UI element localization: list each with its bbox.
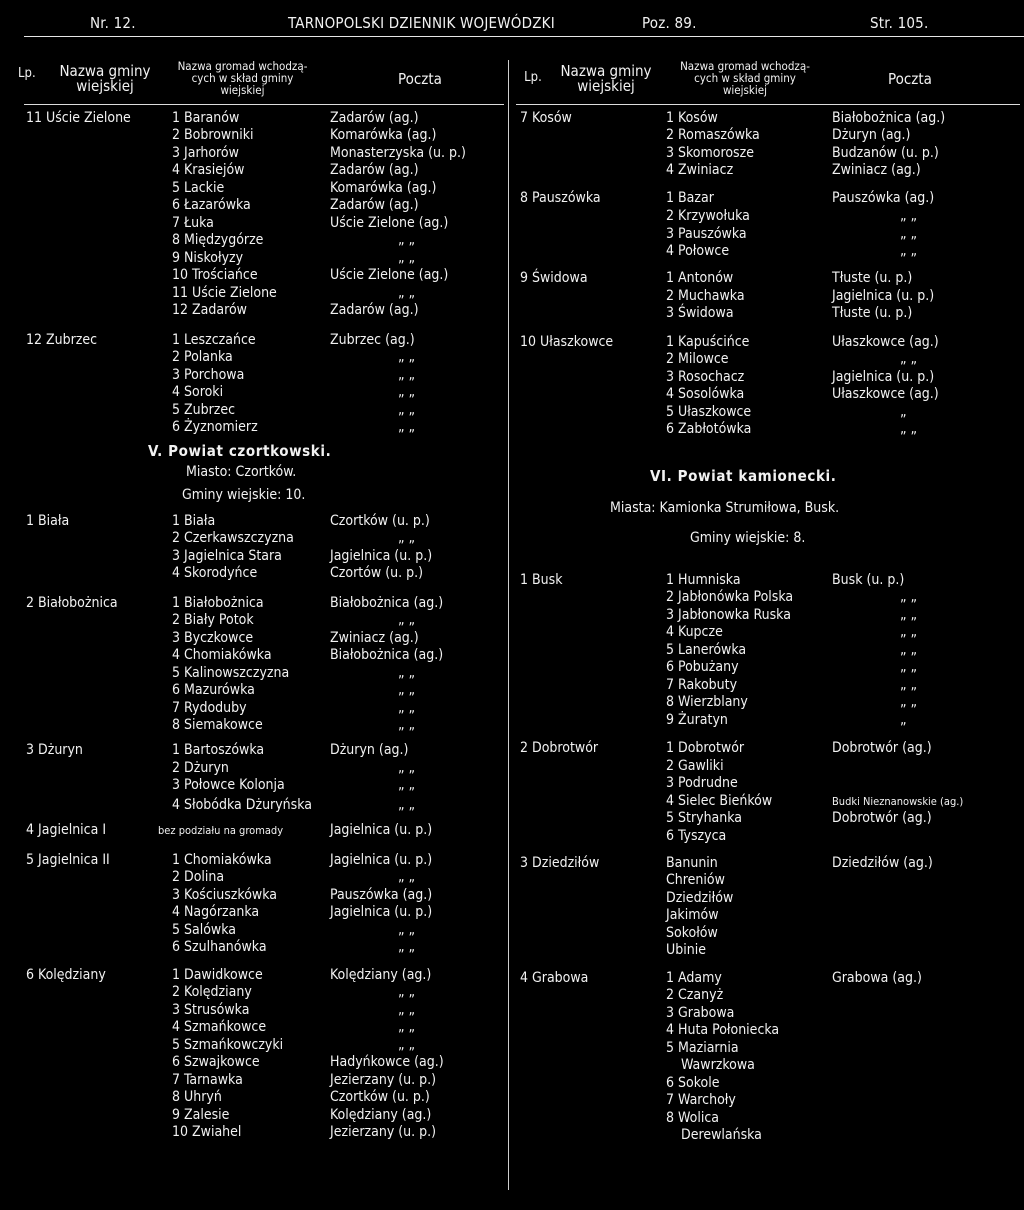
left-gromada-name: 7 Tarnawka — [172, 1072, 243, 1088]
left-gromada-name: 6 Mazurówka — [172, 682, 255, 698]
left-poczta: Czortków (u. p.) — [330, 513, 430, 529]
left-gromada-name: 1 Bartoszówka — [172, 742, 265, 758]
col-gromady-left-line2: cych w skład gminy — [191, 71, 294, 85]
kamionka-towns: Miasta: Kamionka Strumiłowa, Busk. — [610, 500, 840, 516]
left-gromada-name: 6 Szulhanówka — [172, 939, 267, 955]
left-gromada-name: 2 Kolędziany — [172, 984, 252, 1000]
col-poczta-left: Poczta — [398, 70, 442, 88]
left-gromada-name: 5 Salówka — [172, 922, 236, 938]
left-gromada-name: 9 Zalesie — [172, 1107, 230, 1123]
right-gromada-name: 5 Stryhanka — [666, 810, 743, 826]
left-poczta: Monasterzyska (u. p.) — [330, 145, 466, 161]
left-poczta: „ „ — [398, 797, 416, 813]
journal-title: TARNOPOLSKI DZIENNIK WOJEWÓDZKI — [288, 14, 555, 32]
left-poczta: „ „ — [398, 250, 416, 266]
right-poczta: „ „ — [900, 642, 918, 658]
left-gmina-name: 1 Biała — [26, 513, 70, 529]
right-poczta: „ „ — [900, 208, 918, 224]
position-number: Poz. 89. — [642, 14, 697, 32]
right-poczta: „ „ — [900, 589, 918, 605]
left-poczta: „ „ — [398, 939, 416, 955]
left-poczta: Komarówka (ag.) — [330, 180, 437, 196]
right-gromada-name: 2 Romaszówka — [666, 127, 760, 143]
page-header — [0, 14, 1024, 34]
left-gromada-name: 6 Łazarówka — [172, 197, 251, 213]
left-gromada-name: 3 Byczkowce — [172, 630, 254, 646]
right-poczta: „ „ — [900, 659, 918, 675]
left-poczta: „ „ — [398, 1037, 416, 1053]
left-gromada-name: 5 Szmańkowczyki — [172, 1037, 284, 1053]
left-gromada-name: 8 Uhryń — [172, 1089, 222, 1105]
right-gromada-name: 2 Milowce — [666, 351, 729, 367]
left-poczta: Kolędziany (ag.) — [330, 967, 432, 983]
left-poczta: „ „ — [398, 530, 416, 546]
right-gromada-name: 1 Humniska — [666, 572, 741, 588]
left-gmina-name: 12 Zubrzec — [26, 332, 98, 348]
left-poczta: „ „ — [398, 700, 416, 716]
right-gromada-name: 2 Czanyż — [666, 987, 724, 1003]
right-gromada-name: 1 Bazar — [666, 190, 714, 206]
left-poczta: Czortów (u. p.) — [330, 565, 424, 581]
right-gromada-name: 8 Wolica — [666, 1110, 719, 1126]
right-gromada-name: Jakimów — [666, 907, 719, 923]
right-gromada-name: Chreniów — [666, 872, 725, 888]
left-gmina-name: 5 Jagielnica II — [26, 852, 110, 868]
col-gromady-right-line3: wiejskiej — [722, 83, 768, 97]
left-poczta: Jezierzany (u. p.) — [330, 1124, 437, 1140]
right-poczta: Busk (u. p.) — [832, 572, 905, 588]
left-gromada-name: 3 Połowce Kolonja — [172, 777, 285, 793]
left-poczta: „ „ — [398, 717, 416, 733]
right-gromada-name: 2 Gawliki — [666, 758, 724, 774]
left-poczta: „ „ — [398, 665, 416, 681]
left-poczta: Jagielnica (u. p.) — [330, 852, 433, 868]
left-gromada-name: 1 Białobożnica — [172, 595, 264, 611]
right-poczta: Jagielnica (u. p.) — [832, 288, 935, 304]
left-poczta: „ „ — [398, 419, 416, 435]
left-poczta: „ „ — [398, 349, 416, 365]
right-poczta: Tłuste (u. p.) — [832, 305, 913, 321]
left-gromada-name: 4 Chomiakówka — [172, 647, 272, 663]
left-gromada-name: 4 Nagórzanka — [172, 904, 260, 920]
left-poczta: „ „ — [398, 367, 416, 383]
col-gromady-left-line1: Nazwa gromad wchodzą- — [177, 59, 308, 73]
right-poczta: „ „ — [900, 351, 918, 367]
right-poczta: Dziedziłów (ag.) — [832, 855, 933, 871]
left-poczta: „ „ — [398, 777, 416, 793]
left-gmina-name: 4 Jagielnica I — [26, 822, 107, 838]
left-poczta: Komarówka (ag.) — [330, 127, 437, 143]
column-divider — [508, 60, 509, 1190]
left-poczta: Jezierzany (u. p.) — [330, 1072, 437, 1088]
col-gromady-right — [660, 60, 830, 96]
right-poczta: „ — [900, 712, 907, 728]
table-head-rule-left — [24, 104, 504, 105]
right-gmina-name: 2 Dobrotwór — [520, 740, 599, 756]
left-poczta: Jagielnica (u. p.) — [330, 822, 433, 838]
left-poczta: Kolędziany (ag.) — [330, 1107, 432, 1123]
left-poczta: Białobożnica (ag.) — [330, 647, 444, 663]
left-poczta: Pauszówka (ag.) — [330, 887, 433, 903]
col-gmina-right-line2: wiejskiej — [577, 77, 635, 95]
section-title-kamionka: VI. Powiat kamionecki. — [650, 467, 837, 485]
left-gromada-name: 2 Biały Potok — [172, 612, 254, 628]
right-gromada-name: 6 Zabłotówka — [666, 421, 752, 437]
right-poczta: Białobożnica (ag.) — [832, 110, 946, 126]
left-gromada-name: 3 Porchowa — [172, 367, 245, 383]
left-poczta: Jagielnica (u. p.) — [330, 548, 433, 564]
left-gromada-name: 2 Polanka — [172, 349, 233, 365]
right-gromada-name: 1 Kosów — [666, 110, 718, 126]
right-poczta: „ „ — [900, 226, 918, 242]
right-gromada-name: 8 Wierzblany — [666, 694, 748, 710]
right-poczta: Pauszówka (ag.) — [832, 190, 935, 206]
col-gmina-right-line1: Nazwa gminy — [560, 62, 652, 80]
left-gromada-name: 4 Skorodyńce — [172, 565, 258, 581]
right-gromada-name: 6 Pobużany — [666, 659, 739, 675]
col-gmina-left-line1: Nazwa gminy — [59, 62, 151, 80]
right-poczta: Grabowa (ag.) — [832, 970, 922, 986]
right-gromada-name: 4 Zwiniacz — [666, 162, 734, 178]
right-gromada-name: 7 Warchoły — [666, 1092, 736, 1108]
left-gromada-name: 6 Szwajkowce — [172, 1054, 260, 1070]
left-poczta: Zubrzec (ag.) — [330, 332, 415, 348]
right-poczta: Jagielnica (u. p.) — [832, 369, 935, 385]
col-gromady-right-line1: Nazwa gromad wchodzą- — [680, 59, 810, 73]
col-poczta-right: Poczta — [888, 70, 932, 88]
header-rule — [24, 36, 1024, 37]
left-poczta: Zadarów (ag.) — [330, 302, 419, 318]
left-poczta: „ „ — [398, 760, 416, 776]
left-gromada-name: 2 Dżuryn — [172, 760, 229, 776]
col-gromady-left-line3: wiejskiej — [220, 83, 265, 97]
right-gmina-name: 1 Busk — [520, 572, 563, 588]
left-poczta: Czortków (u. p.) — [330, 1089, 430, 1105]
right-gmina-name: 3 Dziedziłów — [520, 855, 600, 871]
left-gromada-name: 3 Jarhorów — [172, 145, 239, 161]
right-gmina-name: 8 Pauszówka — [520, 190, 601, 206]
right-gromada-name: 3 Świdowa — [666, 305, 734, 321]
right-gmina-name: 9 Świdowa — [520, 270, 588, 286]
left-poczta: „ „ — [398, 682, 416, 698]
left-gmina-name: 2 Białobożnica — [26, 595, 118, 611]
right-poczta: „ „ — [900, 421, 918, 437]
right-gromada-name: 4 Sielec Bieńków — [666, 793, 773, 809]
left-poczta: Zwiniacz (ag.) — [330, 630, 419, 646]
left-gmina-name: 6 Kolędziany — [26, 967, 106, 983]
right-gromada-name: Derewlańska — [681, 1127, 762, 1143]
right-gromada-name: 3 Podrudne — [666, 775, 738, 791]
left-poczta: „ „ — [398, 402, 416, 418]
left-gromada-name: 8 Siemakowce — [172, 717, 263, 733]
table-head-rule-right — [516, 104, 1020, 105]
left-gromada-name: 4 Soroki — [172, 384, 224, 400]
right-gmina-name: 10 Ułaszkowce — [520, 334, 614, 350]
left-gromada-name: 4 Szmańkowce — [172, 1019, 267, 1035]
right-poczta: „ „ — [900, 694, 918, 710]
left-gromada-name: 11 Uście Zielone — [172, 285, 277, 301]
left-gromada-name: 9 Niskołyzy — [172, 250, 244, 266]
left-gromada-name: 3 Jagielnica Stara — [172, 548, 282, 564]
right-gromada-name: 3 Grabowa — [666, 1005, 735, 1021]
left-gromada-name: bez podziału na gromady — [158, 824, 284, 837]
right-poczta: „ — [900, 404, 907, 420]
left-gromada-name: 12 Zadarów — [172, 302, 247, 318]
left-gromada-name: 6 Żyznomierz — [172, 419, 258, 435]
right-gromada-name: 1 Antonów — [666, 270, 734, 286]
left-gromada-name: 8 Międzygórze — [172, 232, 264, 248]
left-gromada-name: 1 Chomiakówka — [172, 852, 272, 868]
col-gmina-left-line2: wiejskiej — [76, 77, 134, 95]
right-gromada-name: 7 Rakobuty — [666, 677, 738, 693]
kamionka-gminy: Gminy wiejskie: 8. — [690, 530, 806, 546]
right-poczta: Budzanów (u. p.) — [832, 145, 939, 161]
left-poczta: Zadarów (ag.) — [330, 197, 419, 213]
right-poczta: „ „ — [900, 607, 918, 623]
left-gromada-name: 5 Kalinowszczyzna — [172, 665, 290, 681]
left-poczta: „ „ — [398, 384, 416, 400]
left-poczta: „ „ — [398, 922, 416, 938]
right-gromada-name: 9 Żuratyn — [666, 712, 728, 728]
right-gromada-name: 6 Tyszyca — [666, 828, 727, 844]
left-poczta: „ „ — [398, 612, 416, 628]
left-poczta: Uście Zielone (ag.) — [330, 215, 449, 231]
section-title-czortkow: V. Powiat czortkowski. — [148, 442, 332, 460]
right-poczta: „ „ — [900, 624, 918, 640]
right-gromada-name: 3 Rosochacz — [666, 369, 745, 385]
left-gromada-name: 1 Dawidkowce — [172, 967, 263, 983]
right-gromada-name: 5 Maziarnia — [666, 1040, 739, 1056]
left-poczta: Jagielnica (u. p.) — [330, 904, 433, 920]
right-poczta: Dobrotwór (ag.) — [832, 810, 932, 826]
left-gromada-name: 2 Czerkawszczyzna — [172, 530, 294, 546]
left-gromada-name: 3 Strusówka — [172, 1002, 250, 1018]
right-poczta: Budki Nieznanowskie (ag.) — [832, 795, 964, 808]
right-poczta: Dżuryn (ag.) — [832, 127, 911, 143]
right-poczta: Tłuste (u. p.) — [832, 270, 913, 286]
left-gromada-name: 3 Kościuszkówka — [172, 887, 277, 903]
left-gromada-name: 5 Zubrzec — [172, 402, 236, 418]
right-gromada-name: 4 Sosolówka — [666, 386, 745, 402]
left-gromada-name: 4 Słobódka Dżuryńska — [172, 797, 312, 813]
czortkow-gminy: Gminy wiejskie: 10. — [182, 487, 306, 503]
left-gmina-name: 3 Dżuryn — [26, 742, 83, 758]
right-gromada-name: Banunin — [666, 855, 718, 871]
right-gromada-name: 4 Połowce — [666, 243, 730, 259]
right-gromada-name: 1 Adamy — [666, 970, 722, 986]
left-gromada-name: 2 Dolina — [172, 869, 225, 885]
left-poczta: Uście Zielone (ag.) — [330, 267, 449, 283]
right-gromada-name: 1 Kapuścińce — [666, 334, 750, 350]
right-gromada-name: 5 Lanerówka — [666, 642, 747, 658]
right-gromada-name: 1 Dobrotwór — [666, 740, 745, 756]
right-gromada-name: Dziedziłów — [666, 890, 734, 906]
left-poczta: Zadarów (ag.) — [330, 110, 419, 126]
col-gmina-left — [40, 64, 170, 94]
left-gromada-name: 10 Zwiahel — [172, 1124, 242, 1140]
right-gmina-name: 7 Kosów — [520, 110, 572, 126]
left-gromada-name: 1 Biała — [172, 513, 216, 529]
col-gmina-right — [546, 64, 666, 94]
right-poczta: Ułaszkowce (ag.) — [832, 334, 939, 350]
left-poczta: Zadarów (ag.) — [330, 162, 419, 178]
czortkow-town: Miasto: Czortków. — [186, 464, 297, 480]
right-gromada-name: 4 Huta Połoniecka — [666, 1022, 780, 1038]
left-gromada-name: 1 Baranów — [172, 110, 240, 126]
left-poczta: Białobożnica (ag.) — [330, 595, 444, 611]
left-gromada-name: 10 Trościańce — [172, 267, 258, 283]
left-poczta: Hadyńkowce (ag.) — [330, 1054, 444, 1070]
left-gromada-name: 1 Leszczańce — [172, 332, 256, 348]
left-gmina-name: 11 Uście Zielone — [26, 110, 131, 126]
right-poczta: Zwiniacz (ag.) — [832, 162, 921, 178]
right-gromada-name: 6 Sokole — [666, 1075, 720, 1091]
right-gromada-name: 3 Skomorosze — [666, 145, 754, 161]
left-poczta: „ „ — [398, 285, 416, 301]
left-poczta: „ „ — [398, 1002, 416, 1018]
right-gromada-name: 2 Krzywołuka — [666, 208, 750, 224]
right-poczta: „ „ — [900, 677, 918, 693]
col-lp-right: Lp. — [524, 70, 542, 85]
left-poczta: „ „ — [398, 1019, 416, 1035]
left-gromada-name: 2 Bobrowniki — [172, 127, 254, 143]
right-gromada-name: 4 Kupcze — [666, 624, 723, 640]
col-gromady-right-line2: cych w skład gminy — [694, 71, 796, 85]
right-gromada-name: 3 Pauszówka — [666, 226, 747, 242]
left-poczta: „ „ — [398, 232, 416, 248]
right-poczta: Ułaszkowce (ag.) — [832, 386, 939, 402]
right-gromada-name: 2 Muchawka — [666, 288, 745, 304]
left-poczta: „ „ — [398, 869, 416, 885]
right-gromada-name: 5 Ułaszkowce — [666, 404, 752, 420]
left-gromada-name: 7 Łuka — [172, 215, 214, 231]
left-gromada-name: 5 Lackie — [172, 180, 225, 196]
right-poczta: Dobrotwór (ag.) — [832, 740, 932, 756]
right-gromada-name: Wawrzkowa — [681, 1057, 755, 1073]
col-gromady-left — [160, 60, 325, 96]
right-gromada-name: Ubinie — [666, 942, 706, 958]
right-poczta: „ „ — [900, 243, 918, 259]
left-poczta: Dżuryn (ag.) — [330, 742, 409, 758]
left-poczta: „ „ — [398, 984, 416, 1000]
col-lp-left: Lp. — [18, 66, 36, 81]
right-gromada-name: 3 Jabłonowka Ruska — [666, 607, 791, 623]
right-gromada-name: Sokołów — [666, 925, 718, 941]
left-gromada-name: 4 Krasiejów — [172, 162, 245, 178]
issue-number: Nr. 12. — [90, 14, 136, 32]
left-gromada-name: 7 Rydoduby — [172, 700, 247, 716]
right-gromada-name: 2 Jabłonówka Polska — [666, 589, 794, 605]
page-number: Str. 105. — [870, 14, 929, 32]
right-gmina-name: 4 Grabowa — [520, 970, 589, 986]
